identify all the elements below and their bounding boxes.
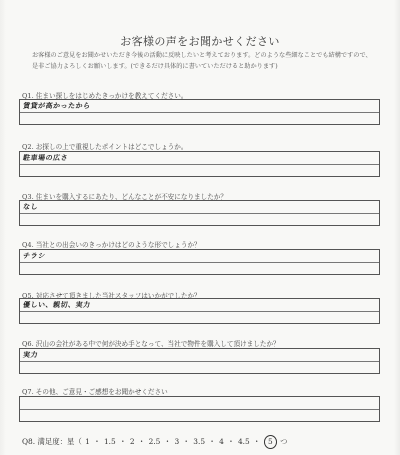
question-7-label: Q7. その他、ご意見・ご感想をお聞かせください (22, 388, 168, 396)
rating-option[interactable]: 1.5 (103, 437, 116, 446)
question-2-answer: 駐車場の広さ (22, 154, 69, 162)
rating-option[interactable]: 3.5 (193, 437, 206, 446)
answer-divider (20, 164, 379, 165)
question-6-answer-box[interactable] (19, 348, 380, 374)
answer-divider (20, 361, 379, 362)
rating-option[interactable]: 2.5 (148, 437, 161, 446)
rating-option[interactable]: 2 (129, 437, 135, 446)
question-1-answer: 賃貸が高かったから (22, 102, 92, 110)
rating-option[interactable]: 3 (174, 437, 180, 446)
question-5-answer-box[interactable] (19, 298, 380, 324)
answer-divider (20, 311, 379, 312)
answer-divider (20, 262, 379, 263)
rating-selected-option[interactable]: 5 (264, 435, 277, 449)
question-3-answer: なし (22, 203, 39, 211)
rating-option[interactable]: 1 (85, 437, 90, 446)
question-1-answer-box[interactable] (19, 99, 380, 125)
question-4-answer: チラシ (22, 252, 47, 260)
question-3-label: Q3. 住まいを購入するにあたり、どんなことが不安になりましたか？ (22, 193, 228, 201)
satisfaction-rating: Q8. 満足度：星（ 1 ・ 1.5 ・ 2 ・ 2.5 ・ 3 ・ 3.5 ・ 4 ・ 4.5 ・ 5 つ (22, 435, 288, 449)
answer-divider (20, 112, 379, 113)
answer-divider (20, 409, 379, 410)
intro-text: お客様のご意見をお聞かせいただき今後の活動に反映したいと考えております。どのような些細なことでも結構ですので、是非ご協力よろしくお願いします。(できるだけ具体的に書いていただけると助かります) (32, 52, 372, 70)
rating-label: Q8. 満足度：星（ (22, 437, 82, 446)
rating-option[interactable]: 4 (219, 437, 224, 446)
question-2-answer-box[interactable] (19, 151, 380, 177)
answer-divider (20, 213, 379, 214)
question-1-label: Q1. 住まい探しをはじめたきっかけを教えてください。 (22, 92, 188, 100)
question-2-label: Q2. お探しの上で重視したポイントはどこでしょうか。 (22, 143, 188, 151)
rating-suffix: つ (280, 437, 288, 446)
question-4-answer-box[interactable] (19, 249, 380, 275)
question-7-answer-box[interactable] (19, 396, 380, 422)
question-6-label: Q6. 沢山の会社がある中で何が決め手となって、当社で物件を購入して頂けましたか？ (22, 340, 280, 348)
question-6-answer: 実力 (22, 351, 39, 359)
rating-option[interactable]: 4.5 (237, 437, 250, 446)
question-5-answer: 優しい、親切、実力 (22, 301, 92, 309)
page-title: お客様の声をお聞かせください (120, 35, 280, 48)
question-4-label: Q4. 当社との出会いのきっかけはどのような形でしょうか？ (22, 241, 201, 249)
question-3-answer-box[interactable] (19, 200, 380, 226)
question-5-label: Q5. 対応させて頂きました当社スタッフはいかがでしたか？ (22, 292, 201, 300)
